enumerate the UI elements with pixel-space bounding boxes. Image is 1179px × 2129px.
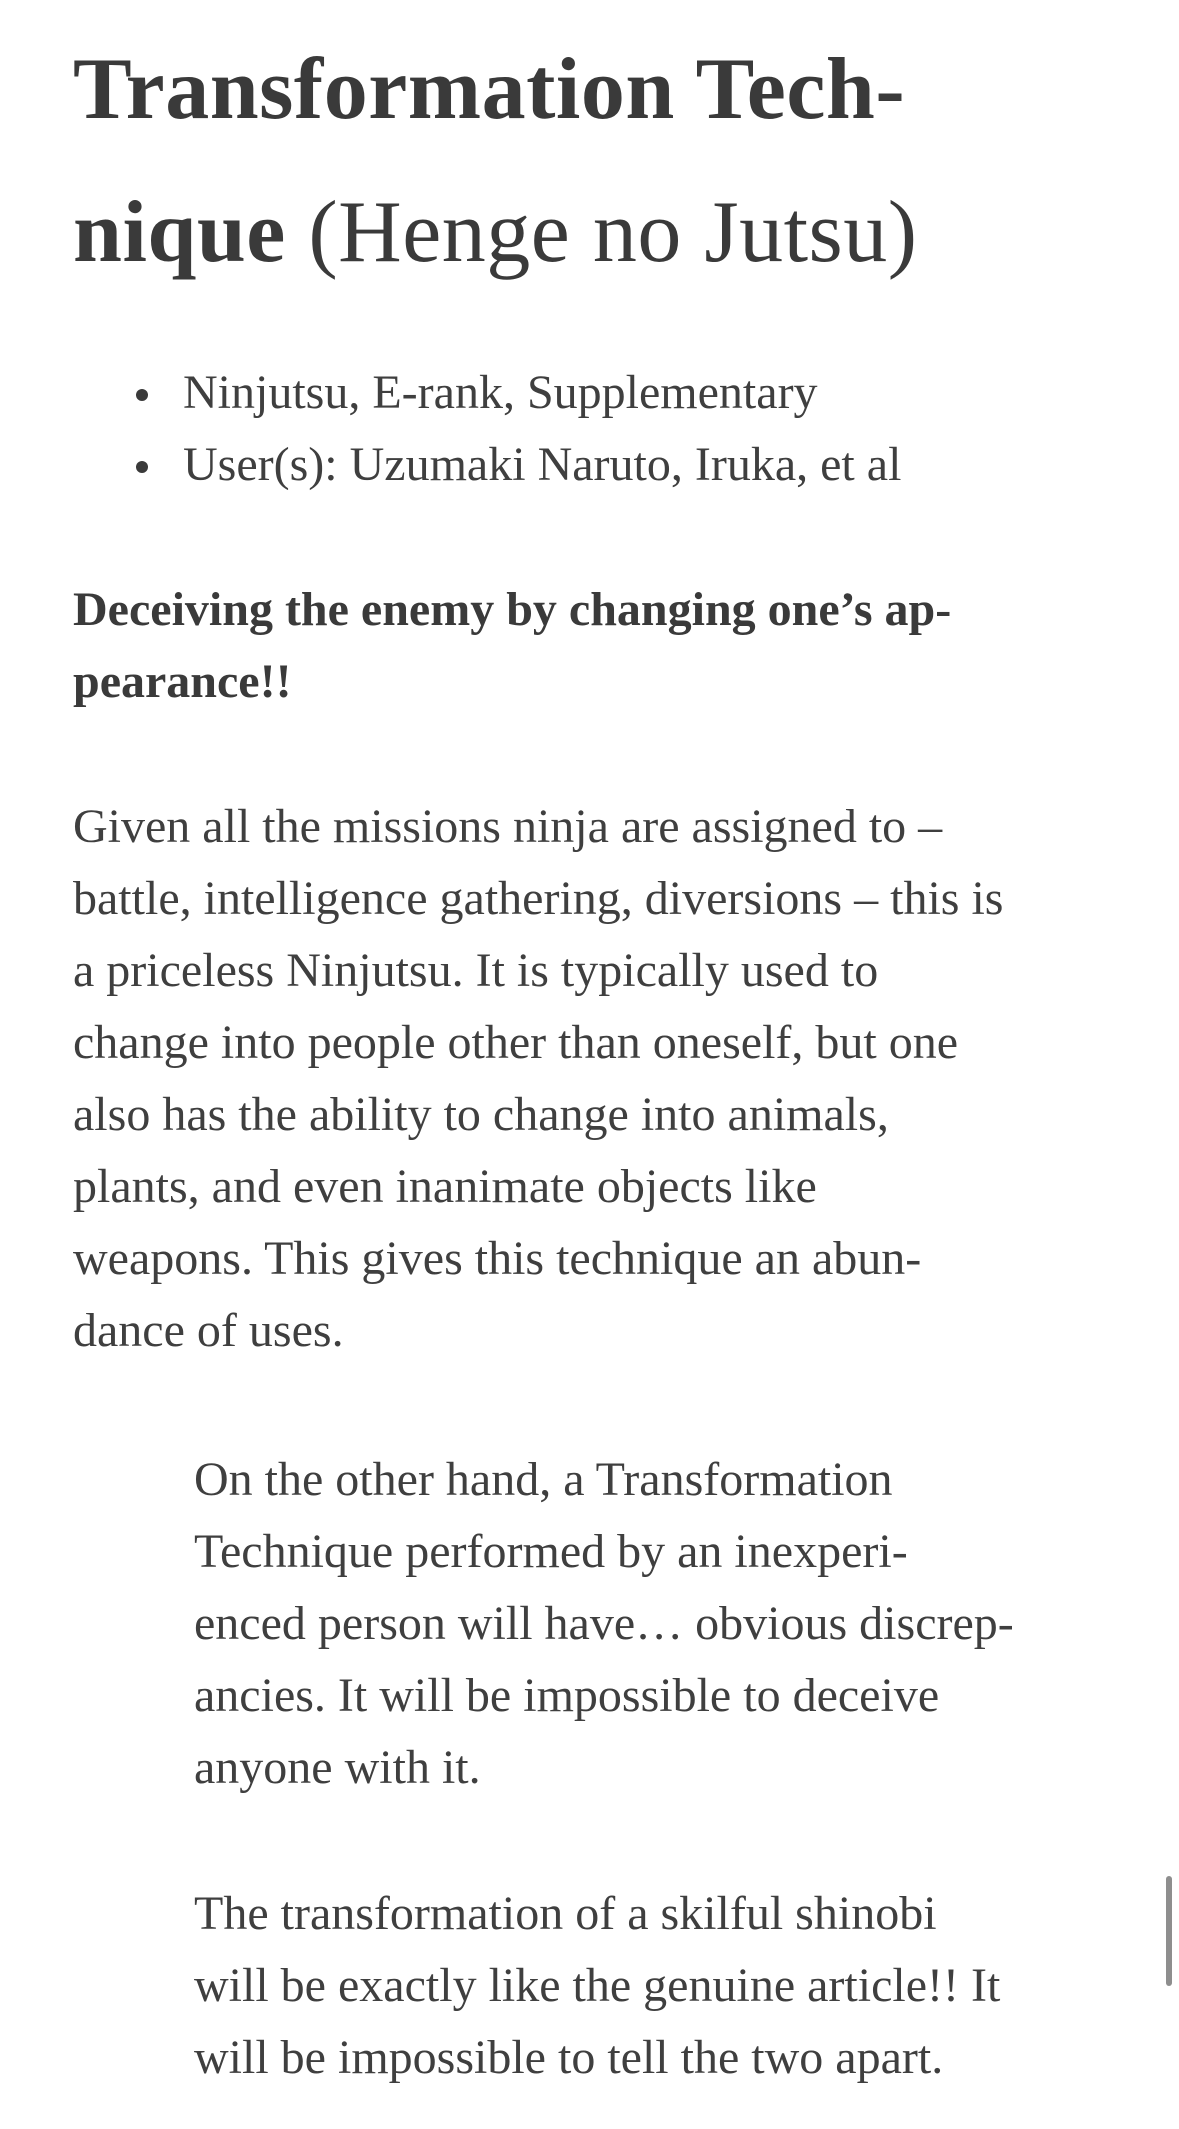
quote-line: anyone with it. bbox=[194, 1741, 481, 1794]
body-line: battle, intelligence gathering, diversions – this is bbox=[73, 872, 1004, 925]
quote-line: will be exactly like the genuine article!! It bbox=[194, 1959, 1001, 2012]
lede-line: Deceiving the enemy by changing one’s ap- bbox=[73, 583, 952, 636]
body-line: change into people other than oneself, but one bbox=[73, 1016, 959, 1069]
list-item bbox=[73, 429, 1123, 501]
body-line: Given all the missions ninja are assigned to – bbox=[73, 800, 943, 853]
bullet-icon bbox=[136, 389, 148, 401]
quote-line: ancies. It will be impossible to deceive bbox=[194, 1669, 940, 1722]
body-line: plants, and even inanimate objects like bbox=[73, 1160, 817, 1213]
quote-line: enced person will have… obvious discrep- bbox=[194, 1597, 1014, 1650]
title-bold-line2: nique bbox=[73, 184, 286, 281]
quote-line: The transformation of a skilful shinobi bbox=[194, 1887, 937, 1940]
blockquote-inexperienced bbox=[194, 1444, 1124, 1804]
list-item bbox=[73, 357, 1123, 429]
quote-line: will be impossible to tell the two apart. bbox=[194, 2031, 944, 2084]
title-subtitle: (Henge no Jutsu) bbox=[285, 184, 918, 281]
body-line: weapons. This gives this technique an abun- bbox=[73, 1232, 922, 1285]
body-paragraph bbox=[73, 791, 1123, 1367]
lede-paragraph bbox=[73, 574, 1123, 718]
technique-facts-list bbox=[73, 357, 1123, 501]
body-line: dance of uses. bbox=[73, 1304, 344, 1357]
body-line: a priceless Ninjutsu. It is typically used to bbox=[73, 944, 879, 997]
lede-line: pearance!! bbox=[73, 655, 292, 708]
page-title bbox=[73, 0, 1123, 304]
fact-users: User(s): Uzumaki Naruto, Iruka, et al bbox=[183, 438, 902, 491]
title-bold-line1: Transformation Tech- bbox=[73, 41, 906, 138]
quote-line: On the other hand, a Transformation bbox=[194, 1453, 893, 1506]
bullet-icon bbox=[136, 461, 148, 473]
body-line: also has the ability to change into animals, bbox=[73, 1088, 889, 1141]
quote-line: Technique performed by an inexperi- bbox=[194, 1525, 908, 1578]
scrollbar-thumb[interactable] bbox=[1166, 1876, 1172, 1986]
fact-classification: Ninjutsu, E-rank, Supplementary bbox=[183, 366, 818, 419]
blockquote-skilful bbox=[194, 1878, 1124, 2094]
article bbox=[73, 0, 1123, 2084]
